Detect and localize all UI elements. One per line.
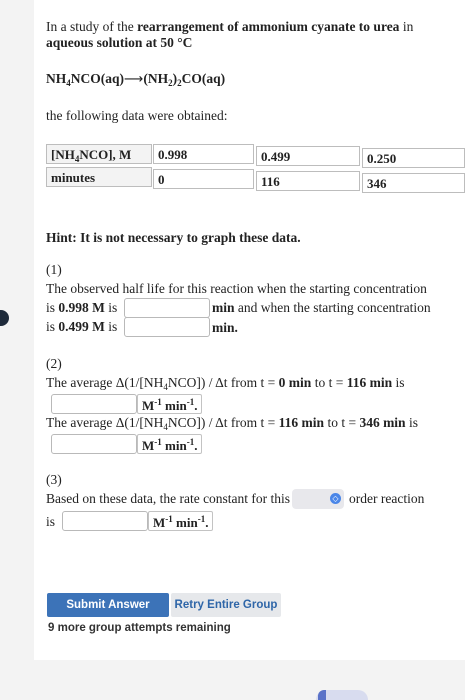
chevron-updown-icon: ◇	[330, 493, 341, 504]
hint-text: Hint: It is not necessary to graph these data.	[46, 230, 301, 245]
submit-answer-button[interactable]: Submit Answer	[47, 593, 169, 617]
part-3-line-1-b: order reaction	[349, 491, 425, 506]
side-handle-icon[interactable]	[0, 310, 9, 326]
half-life-1-input[interactable]	[124, 298, 210, 318]
half-life-2-input[interactable]	[124, 317, 210, 337]
part-3-line-1: Based on these data, the rate constant for this	[46, 491, 291, 506]
part-1-line-3-a: is 0.499 M is	[46, 319, 118, 334]
part-2-number: (2)	[46, 356, 62, 371]
part-1-line-2-b: min and when the starting concentration	[212, 300, 431, 315]
avg-rate-1-unit: $M^{-1}$ $\min^{-1}$.	[137, 394, 202, 414]
table-header-concentration: $[NH_4NCO]$, M	[46, 144, 152, 164]
rate-constant-unit: $M^{-1}$ $\min^{-1}$.	[148, 511, 213, 531]
part-1-line-1: The observed half life for this reaction when the starting concentration	[46, 281, 427, 296]
attempts-remaining: 9 more group attempts remaining	[48, 622, 231, 634]
table-cell: 116	[256, 171, 360, 191]
part-1-line-2-a: is 0.998 M is	[46, 300, 118, 315]
table-cell: 0.499	[256, 146, 360, 166]
reaction-arrow-icon: ⟶	[124, 71, 144, 87]
avg-rate-2-unit: $M^{-1}$ $\min^{-1}$.	[137, 434, 202, 454]
reaction-equation: $NH_4NCO(aq)⟶(NH_2)_2CO(aq)$	[46, 71, 226, 88]
retry-entire-group-button[interactable]: Retry Entire Group	[171, 593, 281, 617]
table-cell: 346	[362, 173, 465, 193]
table-cell: 0.998	[153, 144, 254, 164]
avg-rate-1-input[interactable]	[51, 394, 137, 414]
data-intro: the following data were obtained:	[46, 108, 228, 123]
intro-line-1: In a study of the rearrangement of ammonium cyanate to urea in	[46, 19, 414, 34]
table-header-minutes: minutes	[46, 167, 152, 187]
part-3-number: (3)	[46, 472, 62, 487]
intro-line-2: aqueous solution at 50 °C	[46, 35, 193, 50]
table-cell: 0.250	[362, 148, 465, 168]
part-1-number: (1)	[46, 262, 62, 277]
part-2-line-1: The average $\Delta(1/[NH_4NCO])$ / Δt from t = 0 min to t = 116 min is	[46, 375, 405, 392]
part-3-is: is	[46, 514, 56, 529]
reaction-order-select[interactable]	[292, 489, 344, 509]
previous-tab-shape	[316, 690, 368, 700]
previous-tab[interactable]	[312, 686, 372, 700]
part-1-unit-min: min.	[212, 320, 238, 335]
part-2-line-2: The average $\Delta(1/[NH_4NCO])$ / Δt from t = 116 min to t = 346 min is	[46, 415, 418, 432]
avg-rate-2-input[interactable]	[51, 434, 137, 454]
table-cell: 0	[153, 169, 254, 189]
rate-constant-input[interactable]	[62, 511, 148, 531]
